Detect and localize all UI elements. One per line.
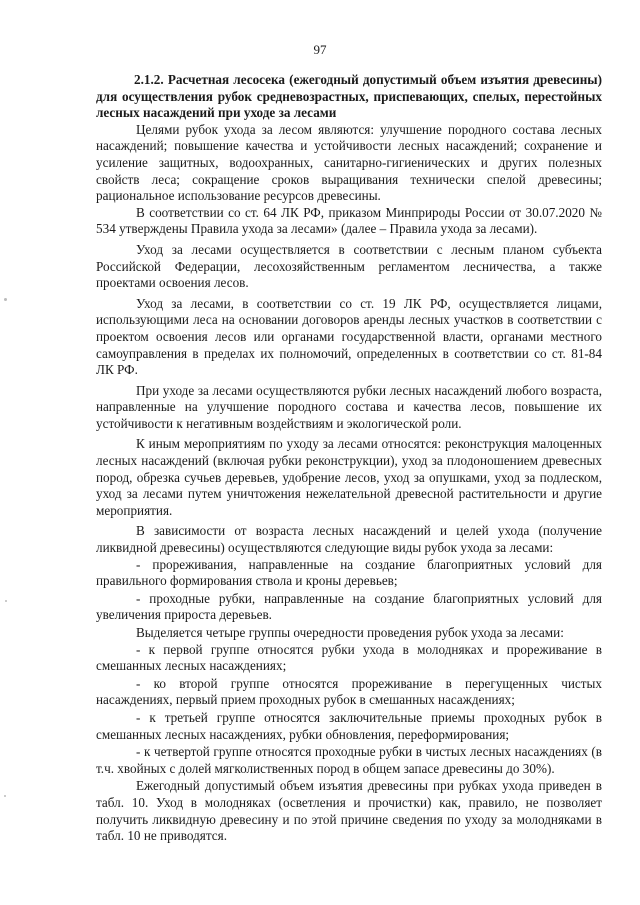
- list-item: - к третьей группе относятся заключительные приемы проходных рубок в смешанных лесных насаждениях, рубки обновления, переформирования;: [96, 709, 602, 742]
- paragraph: Уход за лесами, в соответствии со ст. 19 ЛК РФ, осуществляется лицами, использующими леса на основании договоров аренды лесных участков в соответствии с проектом освоения лесов или органами государственной власти, органами местного самоуправления в пределах их полномочий, определенных в соответствии со ст. 81-84 ЛК РФ.: [96, 295, 602, 378]
- paragraph: В зависимости от возраста лесных насаждений и целей ухода (получение ликвидной древесины) осуществляются следующие виды рубок ухода за лесами:: [96, 523, 602, 556]
- paragraph: Уход за лесами осуществляется в соответствии с лесным планом субъекта Российской Федерации, лесохозяйственным регламентом лесничества, а также проектами освоения лесов.: [96, 241, 602, 291]
- scan-speck: [4, 298, 7, 301]
- paragraph: Целями рубок ухода за лесом являются: улучшение породного состава лесных насаждений; повышение качества и устойчивости лесных насаждений; сохранение и усиление защитных, водоохранных, санитарно-гигиенических и других полезных свойств леса; сокращение сроков выращивания технически спелой древесины; рациональное использование ресурсов древесины.: [96, 121, 602, 204]
- paragraph: Выделяется четыре группы очередности проведения рубок ухода за лесами:: [136, 625, 564, 640]
- list-item: - к четвертой группе относятся проходные рубки в чистых лесных насаждениях (в т.ч. хвойных с долей мягколиственных пород в общем запасе древесины до 30%).: [96, 744, 602, 776]
- page-number: 97: [313, 42, 327, 57]
- paragraph: В соответствии со ст. 64 ЛК РФ, приказом Минприроды России от 30.07.2020 № 534 утверждены Правила ухода за лесами» (далее – Правила ухода за лесами).: [96, 204, 602, 237]
- list-item: - прореживания, направленные на создание благоприятных условий для правильного формирования ствола и кроны деревьев;: [96, 556, 602, 589]
- list-item: - проходные рубки, направленные на создание благоприятных условий для увеличения прироста деревьев.: [96, 590, 602, 623]
- paragraph: Ежегодный допустимый объем изъятия древесины при рубках ухода приведен в табл. 10. Уход в молодняках (осветления и прочистки) как, правило, не позволяет получить ликвидную древесину и по этой причине сведения по уходу за молодняками в табл. 10 не приводятся.: [96, 778, 602, 844]
- scan-speck: [4, 795, 6, 797]
- paragraph: К иным мероприятиям по уходу за лесами относятся: реконструкция малоценных лесных насаждений (включая рубки реконструкции), уход за плодоношением древесных пород, обрезка сучьев деревьев, удобрение лесов, уход за опушками, уход за подлеском, уход за лесами путем уничтожения нежелательной древесной растительности и другие мероприятия.: [96, 436, 602, 518]
- paragraph: При уходе за лесами осуществляются рубки лесных насаждений любого возраста, направленные на улучшение породного состава и качества лесов, повышение их устойчивости к негативным воздействиям и экологической роли.: [96, 382, 602, 431]
- list-item: - ко второй группе относятся прореживание в перегущенных чистых насаждениях, первый прием проходных рубок в смешанных насаждениях;: [96, 675, 602, 708]
- list-item: - к первой группе относятся рубки ухода в молодняках и прореживание в смешанных лесных насаждениях;: [96, 641, 602, 674]
- scan-speck: [5, 600, 7, 602]
- page-content: [96, 72, 602, 849]
- section-heading: 2.1.2. Расчетная лесосека (ежегодный допустимый объем изъятия древесины) для осуществления рубок средневозрастных, приспевающих, спелых, перестойных лесных насаждений при уходе за лесами: [96, 72, 602, 121]
